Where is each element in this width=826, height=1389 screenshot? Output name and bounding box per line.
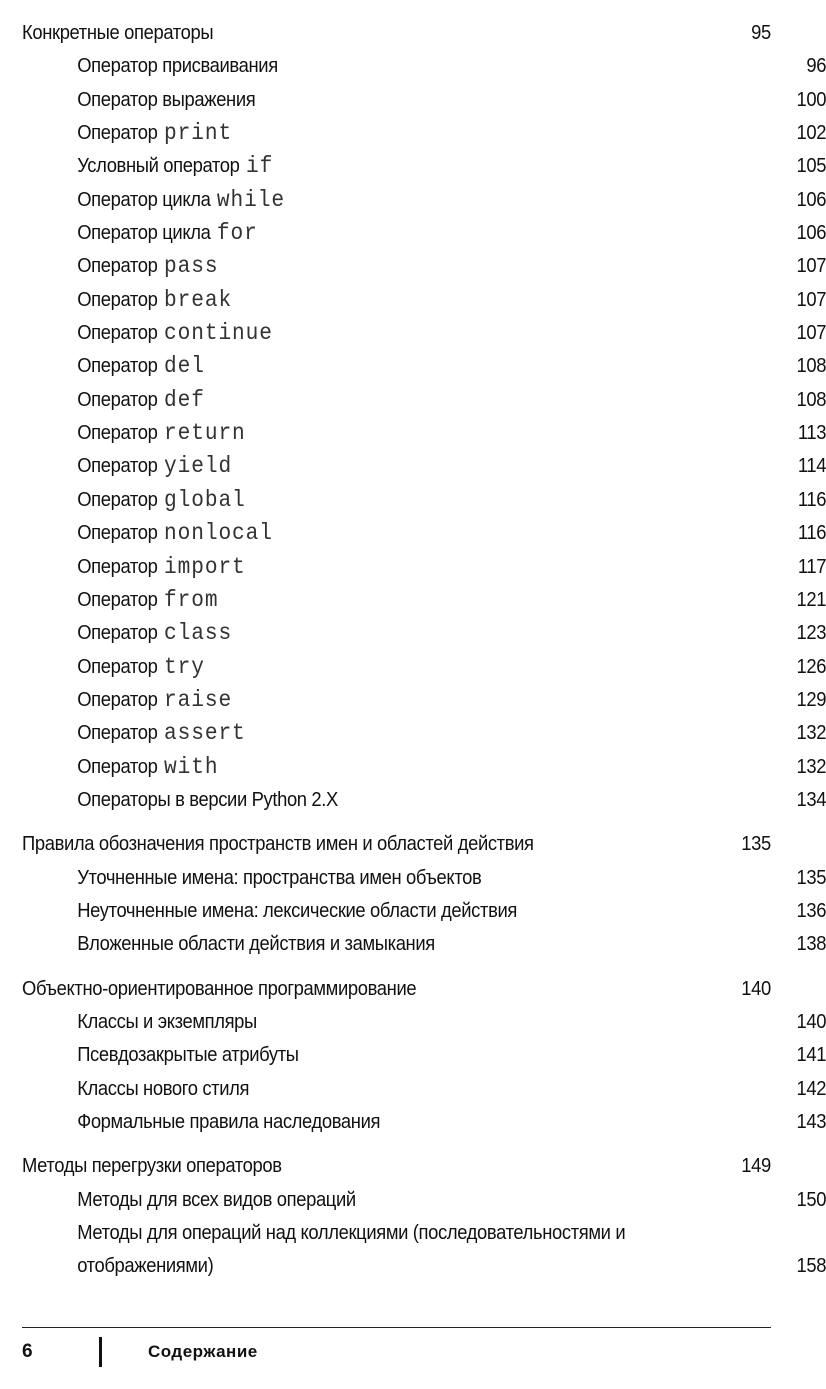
- toc-entry[interactable]: [22, 1073, 826, 1106]
- toc-entry-title: [77, 117, 232, 150]
- toc-entry-title: [77, 1106, 380, 1139]
- toc-section: [22, 1150, 826, 1283]
- toc-entry-title: [77, 1217, 703, 1284]
- toc-page-number: 116: [797, 522, 826, 545]
- toc-entry-keyword: try: [163, 653, 205, 680]
- toc-page-number: 121: [796, 588, 826, 611]
- toc-entry[interactable]: [22, 1184, 826, 1217]
- toc-entry-keyword: nonlocal: [163, 520, 273, 547]
- toc-entry-label: Оператор: [77, 255, 158, 278]
- toc-entry[interactable]: [22, 551, 826, 584]
- toc-entry-title: [77, 150, 273, 183]
- footer-rule: [22, 1327, 771, 1328]
- toc-entry-keyword: global: [163, 486, 246, 513]
- toc-page-number: 126: [796, 655, 826, 678]
- toc-entry-title: [77, 84, 255, 117]
- toc-entry-label: Псевдозакрытые атрибуты: [77, 1044, 299, 1067]
- table-of-contents: [22, 17, 826, 1295]
- toc-entry-title: [77, 350, 205, 383]
- toc-entry-keyword: yield: [163, 453, 233, 480]
- toc-entry-keyword: with: [163, 753, 219, 780]
- toc-page-number: 136: [796, 899, 826, 922]
- toc-entry-label: Оператор: [77, 488, 158, 511]
- toc-entry[interactable]: [22, 450, 826, 483]
- toc-entry-label: Оператор цикла: [77, 222, 211, 245]
- toc-page-number: 96: [806, 55, 826, 78]
- toc-page-number: 142: [796, 1077, 826, 1100]
- toc-page-number: 116: [797, 488, 826, 511]
- toc-entry-label: Оператор: [77, 322, 158, 345]
- toc-section: [22, 17, 826, 817]
- toc-entry-title: [77, 284, 232, 317]
- toc-entry[interactable]: [22, 150, 826, 183]
- toc-entry-label: Операторы в версии Python 2.X: [77, 788, 338, 811]
- toc-page-number: 140: [741, 977, 771, 1000]
- toc-entry-label: Оператор: [77, 455, 158, 478]
- toc-entry[interactable]: [22, 250, 826, 283]
- toc-entry-title: [77, 450, 232, 483]
- toc-section: [22, 973, 826, 1140]
- toc-page-number: 105: [796, 155, 826, 178]
- toc-entry-title: [77, 217, 258, 250]
- toc-page-number: 95: [751, 22, 771, 44]
- toc-entry[interactable]: [22, 862, 826, 895]
- toc-entry[interactable]: [22, 117, 826, 150]
- toc-entry-title: [77, 184, 285, 217]
- toc-page-number: 141: [796, 1044, 826, 1067]
- toc-entry-keyword: del: [163, 353, 205, 380]
- toc-entry[interactable]: [22, 651, 826, 684]
- toc-section-heading[interactable]: [22, 17, 771, 50]
- toc-page-number: 106: [796, 222, 826, 245]
- toc-entry-keyword: assert: [163, 720, 246, 747]
- toc-entry[interactable]: [22, 617, 826, 650]
- toc-section-heading[interactable]: [22, 1150, 771, 1183]
- toc-entry-label: Оператор: [77, 688, 158, 711]
- toc-page-number: 100: [796, 88, 826, 111]
- toc-entry-title: [77, 50, 278, 83]
- toc-entry-label: Уточненные имена: пространства имен объектов: [77, 866, 482, 889]
- toc-entry-title: [77, 895, 517, 928]
- toc-section-heading[interactable]: [22, 828, 771, 861]
- toc-entry-title: [77, 384, 205, 417]
- toc-page-number: 135: [796, 866, 826, 889]
- toc-entry-label: Оператор: [77, 622, 158, 645]
- toc-page-number: 134: [796, 788, 826, 811]
- toc-entry[interactable]: [22, 1006, 826, 1039]
- toc-entry-label: Классы нового стиля: [77, 1077, 250, 1100]
- toc-entry-title: [77, 717, 245, 750]
- toc-page-number: 129: [796, 688, 826, 711]
- footer-page-number: 6: [22, 1341, 33, 1362]
- toc-section-title: Объектно-ориентированное программирование: [22, 977, 417, 1000]
- toc-page-number: 149: [741, 1155, 771, 1178]
- toc-page-number: 143: [796, 1111, 826, 1133]
- toc-entry-label: Методы для операций над коллекциями (последовательностями и отображениями): [77, 1222, 626, 1278]
- toc-entry-label: Оператор: [77, 288, 158, 311]
- toc-page-number: 108: [796, 355, 826, 378]
- toc-section-heading[interactable]: [22, 973, 771, 1006]
- toc-section: [22, 828, 826, 961]
- toc-entry-label: Оператор цикла: [77, 188, 211, 211]
- toc-entry-label: Формальные правила наследования: [77, 1111, 381, 1133]
- toc-entry-keyword: def: [163, 386, 205, 413]
- toc-entry-label: Оператор: [77, 655, 158, 678]
- toc-page-number: 108: [796, 388, 826, 411]
- toc-page-number: 106: [796, 188, 826, 211]
- toc-entry-label: Оператор: [77, 755, 158, 778]
- toc-page-number: 150: [796, 1188, 826, 1211]
- toc-entry[interactable]: [22, 84, 826, 117]
- toc-entry[interactable]: [22, 317, 826, 350]
- toc-entry-label: Оператор: [77, 122, 158, 145]
- toc-entry-title: [77, 617, 232, 650]
- toc-entry[interactable]: [22, 751, 826, 784]
- toc-entry-label: Методы для всех видов операций: [77, 1188, 356, 1211]
- toc-entry[interactable]: [22, 484, 826, 517]
- toc-entry-label: Оператор: [77, 388, 158, 411]
- toc-entry[interactable]: [22, 417, 826, 450]
- toc-page-number: 132: [796, 755, 826, 778]
- page-footer: [22, 1337, 771, 1371]
- toc-entry-label: Оператор: [77, 355, 158, 378]
- toc-entry-label: Условный оператор: [77, 155, 240, 178]
- toc-section-title: Методы перегрузки операторов: [22, 1155, 282, 1178]
- toc-page-number: 117: [797, 555, 826, 578]
- toc-entry[interactable]: [22, 350, 826, 383]
- toc-entry-title: [77, 684, 232, 717]
- toc-entry-title: [77, 517, 273, 550]
- toc-entry[interactable]: [22, 584, 826, 617]
- toc-entry-label: Оператор: [77, 588, 158, 611]
- toc-entry-title: [77, 551, 245, 584]
- toc-entry-label: Неуточненные имена: лексические области действия: [77, 899, 517, 922]
- toc-page-number: 138: [796, 933, 826, 956]
- footer-divider: [99, 1337, 102, 1367]
- toc-entry[interactable]: [22, 717, 826, 750]
- toc-page-number: 102: [796, 122, 826, 145]
- toc-entry-title: [77, 584, 218, 617]
- toc-entry-label: Вложенные области действия и замыкания: [77, 933, 435, 956]
- toc-entry-title: [77, 484, 245, 517]
- toc-entry-label: Оператор: [77, 555, 158, 578]
- toc-entry-keyword: pass: [163, 253, 219, 280]
- toc-entry-title: [77, 651, 205, 684]
- toc-entry[interactable]: [22, 1039, 826, 1072]
- toc-page-number: 140: [796, 1010, 826, 1033]
- toc-entry[interactable]: [22, 517, 826, 550]
- toc-entry-title: [77, 1073, 249, 1106]
- toc-entry-keyword: from: [163, 586, 219, 613]
- toc-entry-keyword: for: [216, 220, 258, 247]
- toc-entry-title: [77, 417, 245, 450]
- toc-entry-title: [77, 1039, 298, 1072]
- toc-section-title: Конкретные операторы: [22, 22, 214, 44]
- toc-entry-label: Оператор присваивания: [77, 55, 278, 78]
- toc-entry-keyword: while: [216, 186, 286, 213]
- toc-page-number: 123: [796, 622, 826, 645]
- toc-entry[interactable]: [22, 1106, 826, 1139]
- toc-entry-title: [77, 250, 218, 283]
- toc-entry-title: [77, 784, 338, 817]
- toc-page-number: 113: [797, 422, 826, 445]
- toc-entry[interactable]: [22, 895, 826, 928]
- toc-page-number: 158: [796, 1255, 826, 1278]
- toc-entry-title: [77, 751, 218, 784]
- toc-entry[interactable]: [22, 684, 826, 717]
- toc-entry-label: Оператор: [77, 722, 158, 745]
- toc-page-number: 107: [796, 255, 826, 278]
- toc-entry-keyword: class: [163, 620, 233, 647]
- toc-entry[interactable]: [22, 217, 826, 250]
- toc-entry-keyword: raise: [163, 686, 233, 713]
- toc-entry-keyword: continue: [163, 320, 273, 347]
- toc-entry-label: Оператор выражения: [77, 88, 256, 111]
- toc-entry-keyword: break: [163, 286, 233, 313]
- footer-running-title: Содержание: [148, 1342, 258, 1361]
- toc-page-number: 107: [796, 288, 826, 311]
- toc-entry-title: [77, 317, 273, 350]
- toc-entry-title: [77, 1006, 257, 1039]
- toc-section-title: Правила обозначения пространств имен и областей действия: [22, 833, 534, 856]
- toc-entry-keyword: print: [163, 120, 233, 147]
- toc-entry-title: [77, 1184, 356, 1217]
- toc-entry-label: Оператор: [77, 522, 158, 545]
- toc-entry-title: [77, 862, 481, 895]
- toc-entry[interactable]: [22, 284, 826, 317]
- toc-page-number: 114: [797, 455, 826, 478]
- toc-entry[interactable]: [22, 50, 826, 83]
- toc-entry[interactable]: [22, 184, 826, 217]
- toc-page-number: 135: [741, 833, 771, 856]
- toc-entry[interactable]: [22, 1217, 826, 1284]
- toc-entry-keyword: return: [163, 420, 246, 447]
- toc-entry-title: [77, 928, 435, 961]
- toc-entry[interactable]: [22, 928, 826, 961]
- toc-entry[interactable]: [22, 784, 826, 817]
- toc-entry-label: Оператор: [77, 422, 158, 445]
- toc-entry[interactable]: [22, 384, 826, 417]
- toc-entry-label: Классы и экземпляры: [77, 1010, 257, 1033]
- toc-entry-keyword: import: [163, 553, 246, 580]
- toc-entry-keyword: if: [245, 153, 274, 180]
- toc-page-number: 132: [796, 722, 826, 745]
- toc-page-number: 107: [796, 322, 826, 345]
